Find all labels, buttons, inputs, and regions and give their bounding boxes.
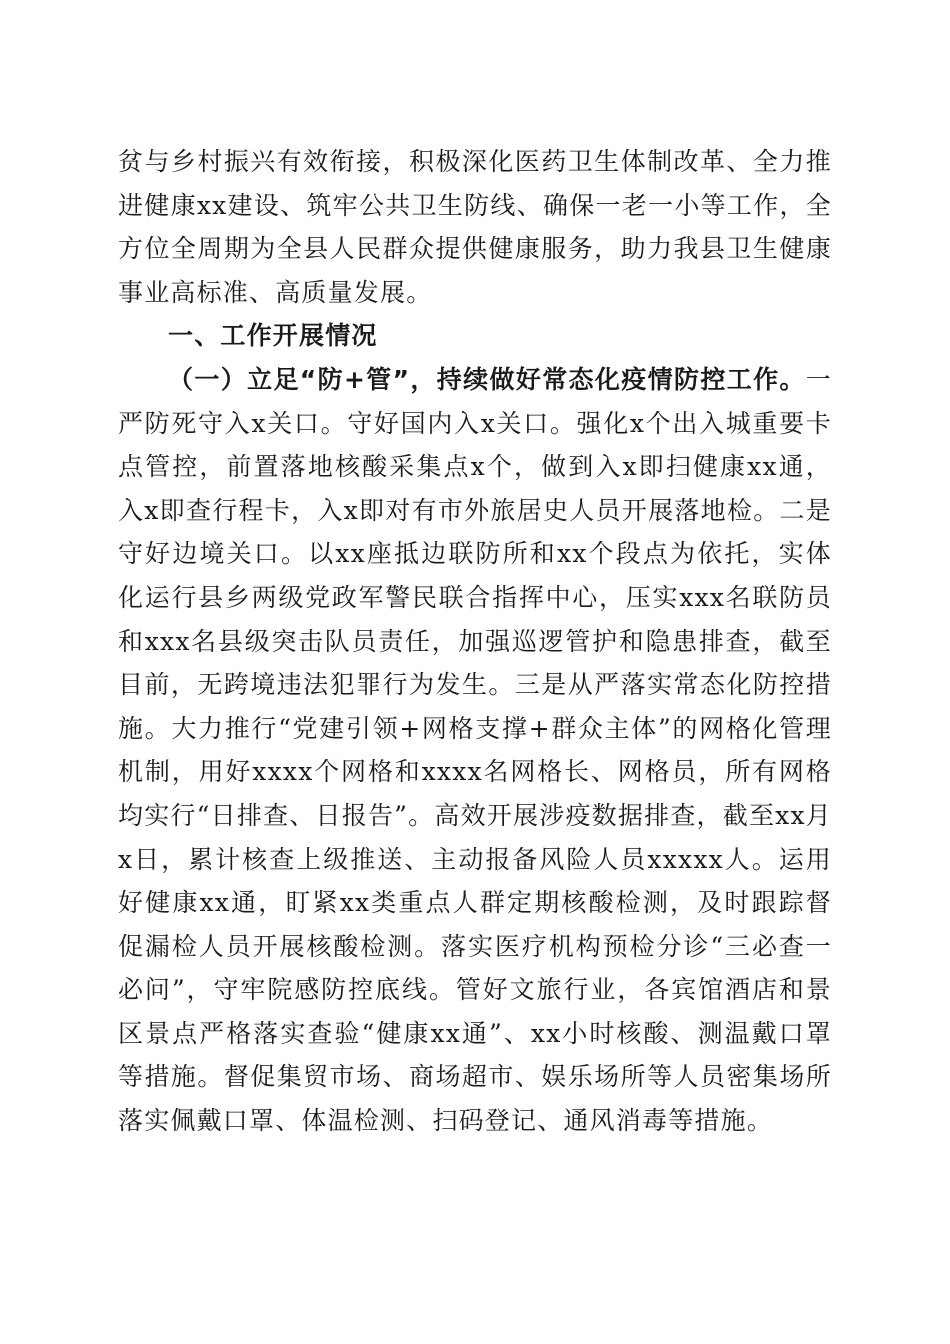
subsection-body: 一严防死守入x关口。守好国内入x关口。强化x个出入城重要卡点管控，前置落地核酸采集点x个，做到入x即扫健康xx通，入x即查行程卡，入x即对有市外旅居史人员开展落地检。二是守好边境关口。以xx座抵边联防所和xx个段点为依托，实体化运行县乡两级党政军警民联合指挥中心，压实xxx名联防员和xxx名县级突击队员责任，加强巡逻管护和隐患排查，截至目前，无跨境违法犯罪行为发生。三是从严落实常态化防控措施。大力推行“党建引领+网格支撑+群众主体”的网格化管理机制，用好xxxx个网格和xxxx名网格长、网格员，所有网格均实行“日排查、日报告”。高效开展涉疫数据排查，截至xx月x日，累计核查上级推送、主动报备风险人员xxxxx人。运用好健康xx通，盯紧xx类重点人群定期核酸检测，及时跟踪督促漏检人员开展核酸检测。落实医疗机构预检分诊“三必查一必问”，守牢院感防控底线。管好文旅行业，各宾馆酒店和景区景点严格落实查验“健康xx通”、xx小时核酸、测温戴口罩等措施。督促集贸市场、商场超市、娱乐场所等人员密集场所落实佩戴口罩、体温检测、扫码登记、通风消毒等措施。 — [118, 364, 832, 1136]
subsection-paragraph — [118, 358, 832, 1143]
subsection-lead: （一）立足“防+管”，持续做好常态化疫情防控工作。 — [168, 364, 806, 394]
document-body — [118, 140, 832, 1143]
paragraph-continued: 贫与乡村振兴有效衔接，积极深化医药卫生体制改革、全力推进健康xx建设、筑牢公共卫生防线、确保一老一小等工作，全方位全周期为全县人民群众提供健康服务，助力我县卫生健康事业高标准、高质量发展。 — [118, 147, 832, 307]
section-heading: 一、工作开展情况 — [168, 321, 378, 351]
